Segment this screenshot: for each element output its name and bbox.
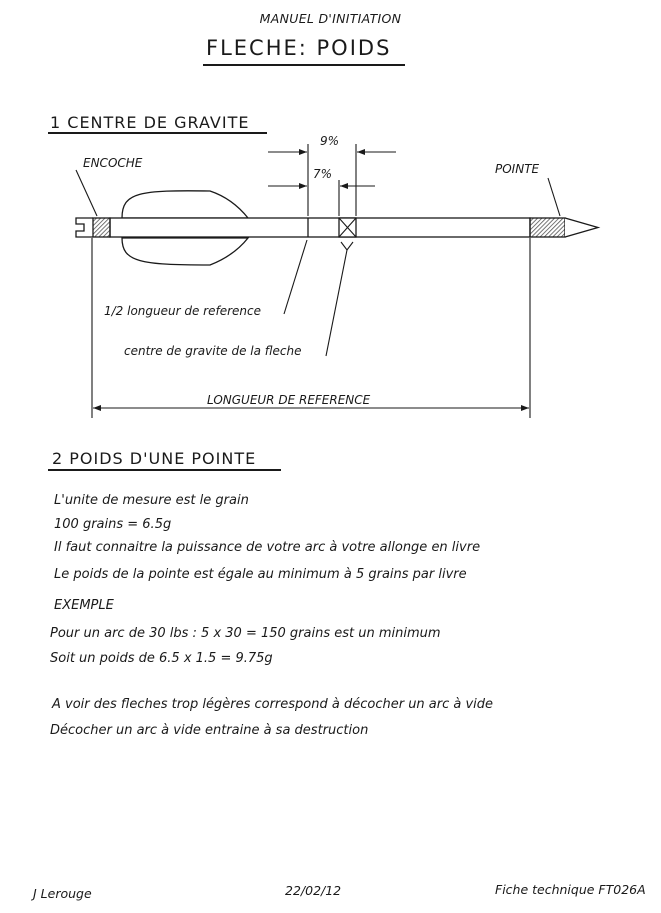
fletching-top bbox=[122, 191, 248, 218]
text-line: A voir des fleches trop légères correspond à décocher un arc à vide bbox=[52, 697, 494, 712]
footer-author: J Lerouge bbox=[33, 886, 92, 901]
text-line: Le poids de la pointe est égale au minimum à 5 grains par livre bbox=[54, 567, 467, 582]
point-hatch bbox=[530, 218, 565, 237]
label-half-reference: 1/2 longueur de reference bbox=[104, 304, 262, 318]
arrow-shaft bbox=[110, 218, 530, 237]
text-line: L'unite de mesure est le grain bbox=[54, 493, 249, 508]
manual-subtitle: MANUEL D'INITIATION bbox=[259, 11, 402, 26]
text-line: Décocher un arc à vide entraine à sa destruction bbox=[50, 723, 369, 738]
label-pointe: POINTE bbox=[495, 162, 540, 176]
text-line: Il faut connaitre la puissance de votre arc à votre allonge en livre bbox=[54, 540, 481, 555]
point-tip bbox=[565, 218, 598, 237]
page-title: FLECHE: POIDS bbox=[206, 36, 392, 60]
label-encoche: ENCOCHE bbox=[83, 156, 143, 170]
label-center-gravity: centre de gravite de la fleche bbox=[124, 344, 302, 358]
text-line: Soit un poids de 6.5 x 1.5 = 9.75g bbox=[50, 651, 273, 666]
nock bbox=[76, 218, 93, 237]
section1-heading: 1 CENTRE DE GRAVITE bbox=[50, 113, 250, 132]
section2-underline bbox=[48, 469, 281, 471]
text-line: 100 grains = 6.5g bbox=[54, 517, 172, 532]
label-percent-7: 7% bbox=[313, 167, 333, 181]
text-line: Pour un arc de 30 lbs : 5 x 30 = 150 grains est un minimum bbox=[50, 626, 441, 641]
label-reference-length: LONGUEUR DE REFERENCE bbox=[207, 393, 371, 407]
label-percent-9: 9% bbox=[320, 134, 340, 148]
footer-date: 22/02/12 bbox=[285, 883, 342, 898]
text-line: EXEMPLE bbox=[54, 598, 114, 613]
footer-reference: Fiche technique FT026A bbox=[495, 882, 646, 897]
section2-heading: 2 POIDS D'UNE POINTE bbox=[52, 449, 257, 468]
nock-hatch bbox=[93, 218, 110, 237]
fletching-bottom bbox=[122, 238, 248, 265]
